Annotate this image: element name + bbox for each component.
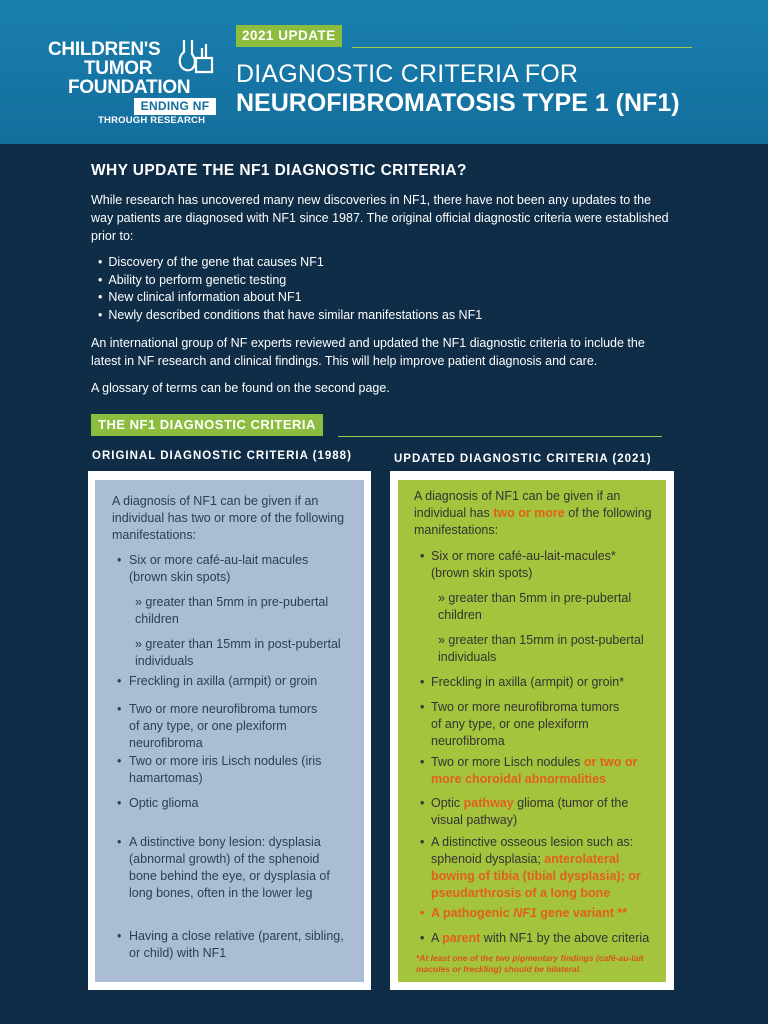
updated-item-parent: A parent with NF1 by the above criteria xyxy=(431,931,650,945)
highlight-parent: parent xyxy=(442,931,481,945)
original-criteria-heading: ORIGINAL DIAGNOSTIC CRITERIA (1988) xyxy=(92,450,352,462)
list-item: • Newly described conditions that have similar manifestations as NF1 xyxy=(98,307,482,325)
updated-item-neurofibroma: Two or more neurofibroma tumors of any type, or one plexiform neurofibroma xyxy=(431,700,620,748)
original-item-lisch-nodules: Two or more iris Lisch nodules (iris hamartomas) xyxy=(129,754,322,785)
bullet: • xyxy=(117,553,122,567)
flask-icon xyxy=(176,38,216,82)
original-item-close-relative: Having a close relative (parent, sibling, or child) with NF1 xyxy=(129,929,344,960)
updated-item-freckling: Freckling in axilla (armpit) or groin* xyxy=(431,675,625,689)
divider-line xyxy=(352,47,692,48)
updated-criteria-panel xyxy=(398,480,666,982)
original-criteria-card xyxy=(88,471,371,990)
logo-line-1: CHILDREN'S xyxy=(48,39,161,60)
original-sub-item-15mm: » greater than 15mm in post-pubertal individuals xyxy=(135,637,341,668)
bullet: • xyxy=(117,835,122,849)
page-title-line-1: DIAGNOSTIC CRITERIA FOR xyxy=(236,60,579,88)
updated-item-cafe-au-lait: Six or more café-au-lait-macules* (brown skin spots) xyxy=(431,549,616,580)
header-banner xyxy=(0,0,768,144)
experts-paragraph: An international group of NF experts reviewed and updated the NF1 diagnostic criteria to include the latest in NF research and clinical findings. This will help improve patient diagnosis and care. xyxy=(91,336,645,368)
bullet: • xyxy=(420,931,425,945)
bullet: • xyxy=(117,796,122,810)
logo-line-3: FOUNDATION xyxy=(68,77,191,98)
original-lead-text: A diagnosis of NF1 can be given if an individual has two or more of the following manifestations: xyxy=(112,494,345,542)
highlight-choroidal: or two or more choroidal abnormalities xyxy=(431,755,638,786)
pigmentary-footnote: *At least one of the two pigmentary findings (café-au-lait macules or freckling) should be bilateral. xyxy=(416,953,644,974)
original-item-freckling: Freckling in axilla (armpit) or groin xyxy=(129,674,318,688)
updated-item-lisch-nodules: Two or more Lisch nodules or two or more choroidal abnormalities xyxy=(431,755,638,786)
bullet: • xyxy=(420,675,425,689)
bullet: • xyxy=(420,835,425,849)
original-item-cafe-au-lait: Six or more café-au-lait macules (brown skin spots) xyxy=(129,553,309,584)
ending-nf-tag: ENDING NF xyxy=(134,98,216,115)
bullet: • xyxy=(420,796,425,810)
list-item: • New clinical information about NF1 xyxy=(98,289,482,307)
updated-item-optic-pathway-glioma: Optic pathway glioma (tumor of the visual pathway) xyxy=(431,796,629,827)
updated-item-osseous-lesion: A distinctive osseous lesion such as: sphenoid dysplasia; anterolateral bowing of tibia (tibial dysplasia); or pseudarthrosis of a long bone xyxy=(431,835,641,900)
bullet: • xyxy=(420,549,425,563)
bullet: • xyxy=(117,674,122,688)
divider-line xyxy=(338,436,662,437)
reasons-list xyxy=(98,254,482,324)
original-item-optic-glioma: Optic glioma xyxy=(129,796,199,810)
updated-criteria-card xyxy=(390,471,674,990)
bullet: • xyxy=(117,754,122,768)
updated-sub-item-15mm: » greater than 15mm in post-pubertal individuals xyxy=(438,633,644,664)
original-sub-item-5mm: » greater than 5mm in pre-pubertal children xyxy=(135,595,329,626)
bullet: • xyxy=(117,929,122,943)
original-criteria-panel xyxy=(95,480,364,982)
through-research-tag: THROUGH RESEARCH xyxy=(98,115,206,126)
updated-lead-text: A diagnosis of NF1 can be given if an individual has two or more of the following manifestations: xyxy=(414,489,652,537)
bullet: • xyxy=(117,702,122,716)
original-item-neurofibroma: Two or more neurofibroma tumors of any type, or one plexiform neurofibroma xyxy=(129,702,318,750)
list-item: • Discovery of the gene that causes NF1 xyxy=(98,254,482,272)
original-item-bony-lesion: A distinctive bony lesion: dysplasia (abnormal growth) of the sphenoid bone behind the eye, or dysplasia of long bones, often in the lower leg xyxy=(129,835,330,900)
updated-sub-item-5mm: » greater than 5mm in pre-pubertal children xyxy=(438,591,632,622)
highlight-tibia: anterolateral bowing of tibia (tibial dysplasia); or pseudarthrosis of a long bone xyxy=(431,852,641,900)
criteria-section-badge: THE NF1 DIAGNOSTIC CRITERIA xyxy=(91,414,323,436)
glossary-paragraph: A glossary of terms can be found on the second page. xyxy=(91,381,390,395)
logo-line-2: TUMOR xyxy=(84,58,153,79)
highlight-pathway: pathway xyxy=(463,796,514,810)
updated-criteria-heading: UPDATED DIAGNOSTIC CRITERIA (2021) xyxy=(394,453,652,465)
section-heading-why-update: WHY UPDATE THE NF1 DIAGNOSTIC CRITERIA? xyxy=(91,162,467,179)
list-item: • Ability to perform genetic testing xyxy=(98,272,482,290)
childrens-tumor-foundation-logo[interactable] xyxy=(48,38,223,130)
bullet: • xyxy=(420,700,425,714)
intro-paragraph: While research has uncovered many new discoveries in NF1, there have not been any updates to the way patients are diagnosed with NF1 since 1987. The original official diagnostic criteria were established prior to: xyxy=(91,193,669,243)
bullet: • xyxy=(420,755,425,769)
page-title-line-2: NEUROFIBROMATOSIS TYPE 1 (NF1) xyxy=(236,89,680,117)
highlight-two-or-more: two or more xyxy=(493,506,565,520)
updated-item-gene-variant: A pathogenic NF1 gene variant ** xyxy=(431,906,628,920)
bullet: • xyxy=(420,906,425,920)
update-badge: 2021 UPDATE xyxy=(236,25,342,47)
